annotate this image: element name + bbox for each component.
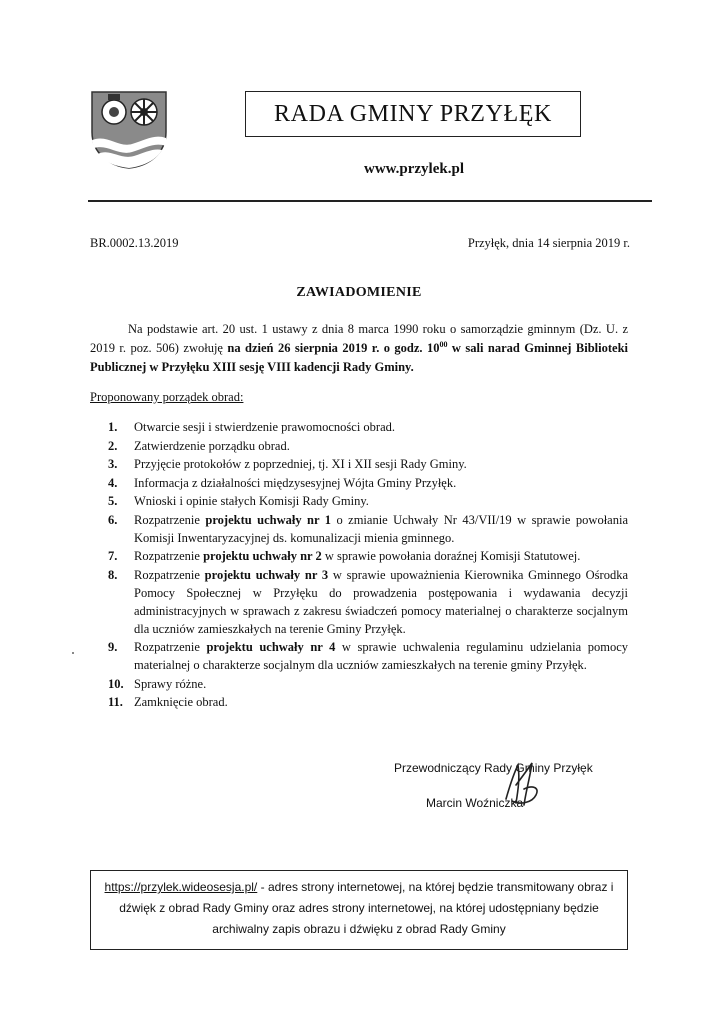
agenda-item: 2. Zatwierdzenie porządku obrad. xyxy=(108,438,290,453)
intro-paragraph xyxy=(90,320,628,377)
agenda-item: 4. Informacja z działalności międzysesyjnej Wójta Gminy Przyłęk. xyxy=(108,475,457,490)
chairman-title: Przewodniczący Rady Gminy Przyłęk xyxy=(394,761,593,775)
agenda-list xyxy=(90,418,628,712)
website-address: www.przylek.pl xyxy=(363,161,464,177)
time-superscript: 00 xyxy=(439,339,448,349)
agenda-item: 11. Zamknięcie obrad. xyxy=(108,695,228,709)
intro-text: Na podstawie art. 20 ust. 1 ustawy z dnia 8 marca 1990 roku o samorządzie gminnym (Dz. U. z 2019 r. poz. 506) zwołuję xyxy=(90,322,628,355)
council-title-box xyxy=(245,91,581,137)
broadcast-notice-text: - adres strony internetowej, na której będzie transmitowany obraz i dźwięk z obrad Rady Gminy oraz adres strony internetowej, na której udostępniany będzie archiwalny zapis obrazu i dźwięku z obrad Rady Gminy xyxy=(119,880,614,936)
handwritten-signature xyxy=(492,755,552,815)
chairman-name: Marcin Woźniczka xyxy=(426,796,524,810)
agenda-item: 8. Rozpatrzenie projektu uchwały nr 3 w sprawie upoważnienia Kierownika Gminnego Ośrodka Pomocy Społecznej w Przyłęku do prowadzenia postępowania i wydawania decyzji administracyjnych w sprawach z zakresu świadczeń pomocy materialnej o charakterze socjalnym dla uczniów zamieszkałych na terenie Gminy Przyłęk. xyxy=(108,567,629,636)
agenda-heading: Proponowany porządek obrad: xyxy=(90,390,244,404)
broadcast-notice-box xyxy=(90,870,628,950)
intro-bold-text-2: w sali narad Gminnej Biblioteki Publicznej w Przyłęku XIII sesję VIII kadencji Rady Gminy. xyxy=(90,341,628,374)
document-heading: ZAWIADOMIENIE xyxy=(296,285,422,300)
coat-of-arms-logo xyxy=(88,88,170,170)
place-date: Przyłęk, dnia 14 sierpnia 2019 r. xyxy=(467,236,630,250)
agenda-item: 10. Sprawy różne. xyxy=(108,676,207,691)
agenda-item: 7. Rozpatrzenie projektu uchwały nr 2 w sprawie powołania doraźnej Komisji Statutowej. xyxy=(108,549,581,563)
agenda-item: 9. Rozpatrzenie projektu uchwały nr 4 w sprawie uchwalenia regulaminu udzielania pomocy materialnej o charakterze socjalnym dla uczniów zamieszkałych na terenie gminy Przyłęk. xyxy=(108,640,629,672)
agenda-item: 6. Rozpatrzenie projektu uchwały nr 1 o zmianie Uchwały Nr 43/VII/19 w sprawie powołania Komisji Inwentaryzacyjnej ds. komunalizacji mienia gminnego. xyxy=(108,512,628,545)
intro-bold-text: na dzień 26 sierpnia 2019 r. o godz. 10 xyxy=(227,341,440,355)
council-name: RADA GMINY PRZYŁĘK xyxy=(274,100,552,127)
header-divider xyxy=(88,200,652,202)
agenda-item: 1. Otwarcie sesji i stwierdzenie prawomocności obrad. xyxy=(108,420,396,434)
agenda-item: 3. Przyjęcie protokołów z poprzedniej, tj. XI i XII sesji Rady Gminy. xyxy=(108,457,467,471)
agenda-item: 5. Wnioski i opinie stałych Komisji Rady Gminy. xyxy=(108,494,369,508)
scan-speck xyxy=(72,652,74,654)
broadcast-link[interactable]: https://przylek.wideosesja.pl/ xyxy=(104,880,258,894)
document-reference: BR.0002.13.2019 xyxy=(90,236,179,250)
